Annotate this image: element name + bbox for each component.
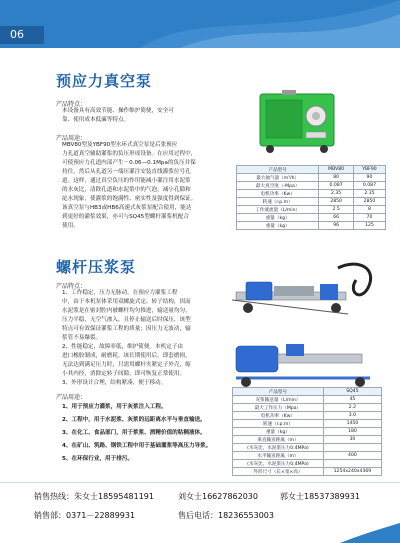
table-cell: 最大抽气量（m³/h） xyxy=(237,174,319,182)
usage-line: 1、用于预应力灌浆，用于灰浆注入工程。 xyxy=(62,404,167,410)
table-cell: 转速（r.p.m） xyxy=(233,420,324,428)
table-header-row xyxy=(233,388,382,396)
features-line: 压力平稳，无空气渗入，且停止输送后时保压，该型 xyxy=(62,317,191,323)
table-cell: 96 xyxy=(319,222,354,230)
after-sales-phone: 18236553003 xyxy=(218,511,274,520)
table-cell: 垂直输送距离（m） xyxy=(233,436,324,444)
table-row xyxy=(237,182,386,190)
table-cell: 2850 xyxy=(319,198,354,206)
table-row xyxy=(233,444,382,452)
table-cell: 70 xyxy=(353,214,385,222)
table-cell: 90 xyxy=(353,174,385,182)
usage-line: 泌水现象，使灌浆的饱满性、密实性及强度得到保证。 xyxy=(62,196,197,202)
features-line: 进口橡胶制成，耐磨耗。该长期使用后，即套磨损， xyxy=(62,353,191,359)
table-cell: 重量（kg） xyxy=(237,222,319,230)
vacuum-pump-image xyxy=(252,88,344,154)
screw-pump-spec-table xyxy=(232,387,382,476)
section2-usage-text xyxy=(62,401,234,466)
table-header-cell: 产品型号 xyxy=(233,388,324,396)
table-cell: 重量（kg） xyxy=(237,214,319,222)
features-line: 3、外形设计合理，结构紧凑，便于移动。 xyxy=(62,380,167,386)
table-cell: 66 xyxy=(319,214,354,222)
usage-line: 持住，然后从孔道另一端压灌注安装直线灌浆位号孔 xyxy=(62,169,191,175)
table-cell: 400 xyxy=(323,452,381,460)
usage-line: 使用。 xyxy=(62,223,79,229)
vacuum-pump-spec-table xyxy=(236,165,386,230)
screw-pump-image-1 xyxy=(228,258,378,326)
screw-pump-image-2 xyxy=(230,336,380,388)
section2-features-text xyxy=(62,289,234,388)
header-wave-decoration xyxy=(140,0,400,48)
usage-line: 的水灰比，清除孔道和水泥浆中的气泡，减小孔隙和 xyxy=(62,187,191,193)
table-cell: 45 xyxy=(323,396,381,404)
table-cell: 电机功率（Kw） xyxy=(233,412,324,420)
table-cell: 外形尺寸（长×宽×高） xyxy=(233,468,324,476)
table-row xyxy=(233,412,382,420)
section1-usage-label: 产品用途： xyxy=(56,135,87,142)
table-header-cell: MBV80 xyxy=(319,166,354,174)
features-line: 本设备具有高效节能、操作维护简便，安全可 xyxy=(62,108,174,114)
table-row xyxy=(237,198,386,206)
table-cell: 1254x240x4369 xyxy=(323,468,381,476)
sales-department xyxy=(34,510,135,521)
usage-line: 道。这样，通过真空负压的作用能减小灌注用水泥浆 xyxy=(62,178,191,184)
table-cell xyxy=(323,444,381,452)
contact-3: 郭女士18537389931 xyxy=(280,492,360,501)
table-cell: 工作液流量（L/min） xyxy=(237,206,319,214)
features-line: 1、工作稳定，压力无脉动。在预应力灌浆工程 xyxy=(62,290,178,296)
features-line: 靠、使用成本低廉等特点。 xyxy=(62,117,130,123)
table-cell: 80 xyxy=(319,174,354,182)
section2-title: 螺杆压浆泵 xyxy=(56,258,137,276)
table-row xyxy=(237,206,386,214)
usage-line: 5、在环保行业，用于排污。 xyxy=(62,456,134,462)
table-header-row xyxy=(237,166,386,174)
page-number: 06 xyxy=(0,26,44,44)
table-row xyxy=(237,190,386,198)
table-row xyxy=(233,404,382,412)
section1-features-label: 产品特点： xyxy=(56,101,87,108)
table-cell: 2850 xyxy=(353,198,385,206)
table-row xyxy=(233,396,382,404)
header-bar xyxy=(0,0,400,48)
table-cell: 水平输送距离（m） xyxy=(233,452,324,460)
sales-hotline-label: 销售热线： xyxy=(34,492,74,501)
features-line: 水泥浆是在密封腔内被螺杆均匀推进，输送量均匀， xyxy=(62,308,191,314)
table-cell: 3.0 xyxy=(323,412,381,420)
table-cell: 8 xyxy=(353,206,385,214)
footer-corner-decoration xyxy=(340,523,400,543)
table-header-cell: SQ45 xyxy=(323,388,381,396)
table-row xyxy=(233,428,382,436)
table-cell: (水灰比，水泥浆压力0.4MPa) xyxy=(233,460,324,468)
features-line: 特点可有效保证灌浆工程的质量；因压力无波动，输 xyxy=(62,326,191,332)
section2-features-label: 产品特点： xyxy=(56,283,87,290)
section1-usage-text xyxy=(62,141,238,231)
features-line: 浆管不易爆裂。 xyxy=(62,335,102,341)
usage-line: 2、工程中，用于水泥浆、灰浆的远距离水平与垂直输送。 xyxy=(62,417,206,423)
usage-line: 3、在化工、食品部门，用于浆浆、酒精价值的粘稠液体。 xyxy=(62,430,206,436)
contact-1: 朱女士18595481191 xyxy=(74,492,154,501)
table-cell: 1450 xyxy=(323,420,381,428)
contact-2: 刘女士16627862030 xyxy=(178,492,258,501)
features-line: 无法达到满足压力时，只需用螺杆夹紧定子外壳，缩 xyxy=(62,362,191,368)
table-cell: 125 xyxy=(353,222,385,230)
table-header-cell: YBF90 xyxy=(353,166,385,174)
table-row xyxy=(233,420,382,428)
table-row xyxy=(233,436,382,444)
table-cell: 2.35 xyxy=(353,190,385,198)
table-cell: 0.087 xyxy=(319,182,354,190)
footer xyxy=(0,482,400,543)
features-line: 中，由于本机泵体采用双螺旋式定、转子结构，因而 xyxy=(62,299,191,305)
table-cell: 电机功率（Kw） xyxy=(237,190,319,198)
table-cell: 最大真空度（-Mpa） xyxy=(237,182,319,190)
table-cell: 转速（r.p.m） xyxy=(237,198,319,206)
table-row xyxy=(237,222,386,230)
usage-line: 可使预应力孔道内部产生－0.06—0.1Mpa的负压并保 xyxy=(62,160,196,166)
section2-usage-label: 产品用途： xyxy=(56,394,87,401)
usage-line: 力孔道真空辅助灌浆的负压形成设备。在应用过程中， xyxy=(62,151,197,157)
section1-features-text xyxy=(62,107,240,125)
table-cell: 重量（kg） xyxy=(233,428,324,436)
sales-department-label: 销售部： xyxy=(34,511,66,520)
usage-line: MBV80型及YBF90型水环式真空泵是后张预应 xyxy=(62,142,178,148)
table-cell: (水灰比，水泥浆压力0.4MPa) xyxy=(233,444,324,452)
table-row xyxy=(233,460,382,468)
table-cell: 30 xyxy=(323,436,381,444)
after-sales-label: 售后电话： xyxy=(178,511,218,520)
table-cell: 灰浆输送量（L/min） xyxy=(233,396,324,404)
after-sales xyxy=(178,510,274,521)
table-cell: 2.35 xyxy=(319,190,354,198)
table-row xyxy=(233,468,382,476)
table-cell xyxy=(323,460,381,468)
section1-title: 预应力真空泵 xyxy=(56,72,153,90)
features-line: 2、性能稳定，故障率低，维护简便。本机定子由 xyxy=(62,344,184,350)
table-row xyxy=(237,214,386,222)
table-cell: 180 xyxy=(323,428,381,436)
table-row xyxy=(237,174,386,182)
table-row xyxy=(233,452,382,460)
table-cell: 最大工作压力（Mpa） xyxy=(233,404,324,412)
features-line: 小其内径，消除定转子间隙，即可恢复正常使用。 xyxy=(62,371,186,377)
table-cell: 2.5 xyxy=(319,206,354,214)
usage-line: 4、在矿山、筑路、钢铁工程中用于基础灌浆等高压力导浆。 xyxy=(62,443,212,449)
sales-hotline xyxy=(34,491,154,502)
sales-department-phone: 0371－22889931 xyxy=(66,511,136,520)
table-cell: 0.087 xyxy=(353,182,385,190)
table-cell: 2.2 xyxy=(323,404,381,412)
usage-line: 到更好的灌浆效果，亦可与SQ45型螺杆灌浆机配合 xyxy=(62,214,189,220)
table-header-cell: 产品型号 xyxy=(237,166,319,174)
usage-line: 该真空泵与HB3或HB6高速式灰浆泵配合使用，能达 xyxy=(62,205,192,211)
